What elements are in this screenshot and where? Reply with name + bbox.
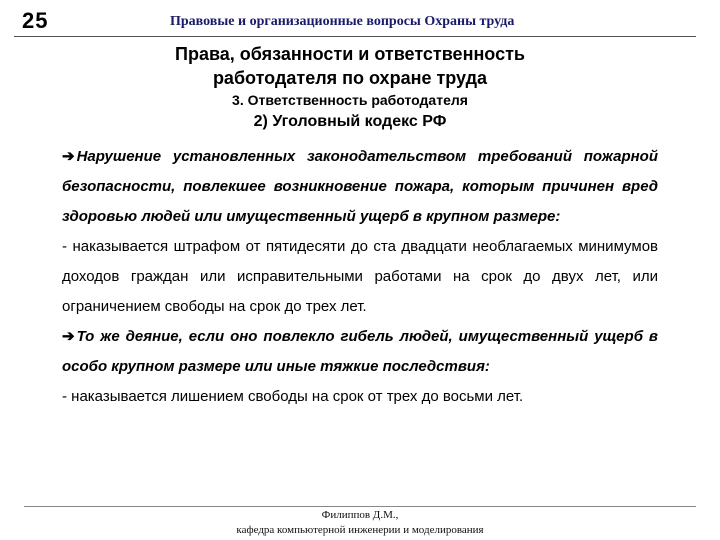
bullet-text-1: Нарушение установленных законодательством требований пожарной безопасности, повлекшее возникновение пожара, которым причинен вред здоровью людей или имущественный ущерб в крупном размере: [62,148,658,225]
footer [0,508,720,538]
bullet-text-2: То же деяние, если оно повлекло гибель людей, имущественный ущерб в особо крупном размере или иные тяжкие последствия: [62,328,658,375]
bullet-paragraph-2 [62,322,658,382]
slide-number: 25 [22,8,49,33]
paragraph-2: - наказывается лишением свободы на срок от трех до восьми лет. [62,388,524,405]
footer-author: Филиппов Д.М., [321,509,399,521]
arrow-right-icon: ➔ [62,328,75,345]
bullet-paragraph-1 [62,142,658,232]
main-title-line2: работодателя по охране труда [212,68,488,88]
content-body [62,142,658,412]
main-title-line1: Права, обязанности и ответственность [175,44,525,64]
header-divider [14,36,696,37]
section-heading: 3. Ответственность работодателя [232,92,468,108]
paragraph-1: - наказывается штрафом от пятидесяти до ста двадцати необлагаемых минимумов доходов граждан или исправительными работами на срок до двух лет, или ограничением свободы на срок до трех лет. [62,238,658,315]
title-block [0,42,700,134]
header-title: Правовые и организационные вопросы Охраны труда [170,14,515,29]
arrow-right-icon: ➔ [62,148,75,165]
subsection-heading: 2) Уголовный кодекс РФ [253,113,447,130]
footer-divider [24,506,696,507]
footer-department: кафедра компьютерной инженерии и моделирования [236,524,484,536]
